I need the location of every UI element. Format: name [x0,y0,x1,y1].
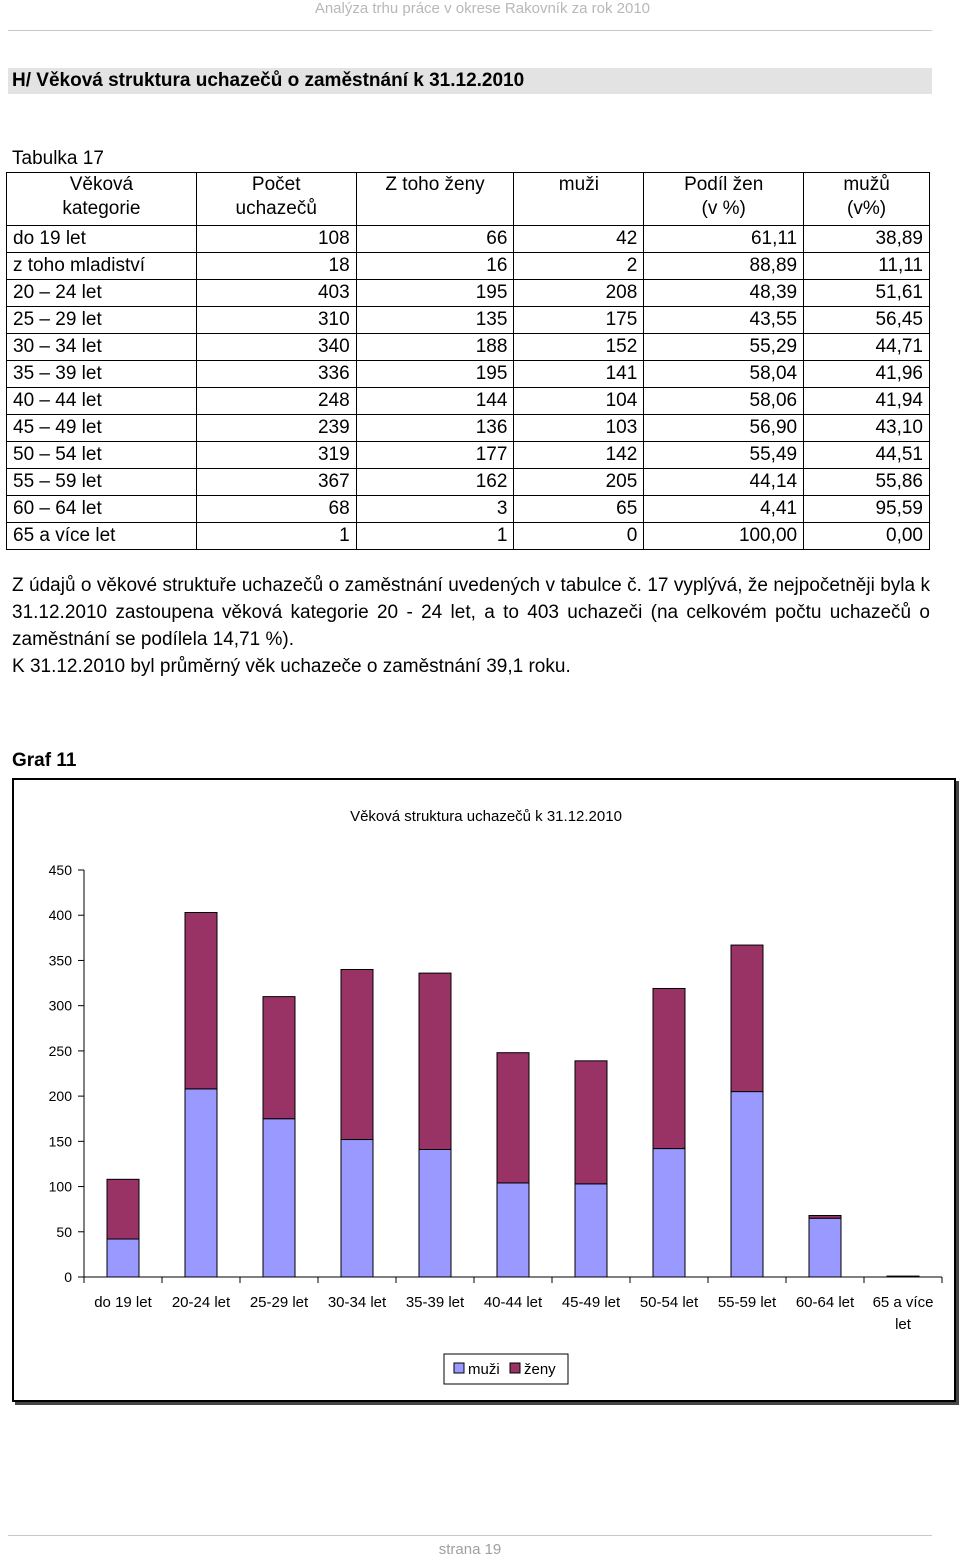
table-header-row [7,173,930,226]
row-value-cell: 310 [196,307,356,334]
analysis-paragraph [12,572,930,680]
bar-women [887,1276,919,1277]
row-value-cell: 367 [196,469,356,496]
y-tick-label: 350 [48,952,72,969]
table-row [7,469,930,496]
row-value-cell: 1 [356,523,514,550]
header-cell-men: muži [514,173,644,226]
header-cell-women-share: Podíl žen (v %) [644,173,804,226]
row-value-cell: 195 [356,361,514,388]
table-row [7,226,930,253]
row-value-cell: 177 [356,442,514,469]
x-category-label: 55-59 let [717,1294,777,1311]
row-value-cell: 135 [356,307,514,334]
row-value-cell: 103 [514,415,644,442]
y-tick-label: 100 [48,1178,72,1195]
row-value-cell: 340 [196,334,356,361]
bar-women [497,1053,529,1183]
y-tick-label: 450 [48,862,72,878]
row-value-cell: 44,14 [644,469,804,496]
row-label-cell: 25 – 29 let [7,307,197,334]
bar-men [575,1184,607,1277]
row-label-cell: 30 – 34 let [7,334,197,361]
row-value-cell: 44,51 [804,442,930,469]
row-value-cell: 55,86 [804,469,930,496]
row-value-cell: 48,39 [644,280,804,307]
bar-men [497,1183,529,1277]
row-value-cell: 95,59 [804,496,930,523]
bar-men [419,1149,451,1277]
row-value-cell: 208 [514,280,644,307]
x-category-label: 25-29 let [249,1294,309,1311]
page-number: strana 19 [438,1541,502,1558]
row-label-cell: 65 a více let [7,523,197,550]
row-value-cell: 61,11 [644,226,804,253]
row-value-cell: 108 [196,226,356,253]
bar-men [731,1092,763,1277]
table-row [7,496,930,523]
row-value-cell: 0 [514,523,644,550]
row-value-cell: 43,55 [644,307,804,334]
bar-women [653,988,685,1148]
graph-caption: Graf 11 [12,750,77,771]
row-value-cell: 41,94 [804,388,930,415]
bar-men [341,1140,373,1277]
bar-women [263,997,295,1119]
legend-swatch-men [454,1363,464,1373]
row-value-cell: 16 [356,253,514,280]
row-value-cell: 319 [196,442,356,469]
row-value-cell: 51,61 [804,280,930,307]
row-value-cell: 56,45 [804,307,930,334]
header-rule [8,30,932,31]
legend-label-men: muži [468,1361,500,1378]
table-row [7,388,930,415]
row-value-cell: 195 [356,280,514,307]
row-value-cell: 44,71 [804,334,930,361]
age-structure-table [6,172,930,550]
row-value-cell: 18 [196,253,356,280]
x-category-label: 40-44 let [483,1294,543,1311]
row-value-cell: 142 [514,442,644,469]
table-row [7,334,930,361]
bar-men [809,1218,841,1277]
row-label-cell: z toho mladiství [7,253,197,280]
row-value-cell: 104 [514,388,644,415]
bar-men [185,1089,217,1277]
header-cell-women: Z toho ženy [356,173,514,226]
y-tick-label: 400 [48,907,72,924]
section-title: H/ Věková struktura uchazečů o zaměstnání k 31.12.2010 [8,68,932,94]
row-label-cell: 50 – 54 let [7,442,197,469]
table-row [7,307,930,334]
chart-svg [14,780,954,1400]
row-value-cell: 1 [196,523,356,550]
row-value-cell: 205 [514,469,644,496]
table-row [7,280,930,307]
row-label-cell: 40 – 44 let [7,388,197,415]
row-value-cell: 43,10 [804,415,930,442]
row-value-cell: 41,96 [804,361,930,388]
x-category-label: 45-49 let [561,1294,621,1311]
row-value-cell: 55,49 [644,442,804,469]
row-value-cell: 0,00 [804,523,930,550]
header-cell-men-share: mužů (v%) [804,173,930,226]
row-value-cell: 58,04 [644,361,804,388]
row-value-cell: 2 [514,253,644,280]
y-tick-label: 200 [48,1088,72,1105]
x-category-label: do 19 let [94,1294,152,1311]
row-value-cell: 56,90 [644,415,804,442]
row-value-cell: 152 [514,334,644,361]
row-value-cell: 239 [196,415,356,442]
bar-men [653,1149,685,1277]
chart-title: Věková struktura uchazečů k 31.12.2010 [350,808,622,825]
bar-women [341,969,373,1139]
bar-women [185,913,217,1089]
table-row [7,361,930,388]
age-structure-chart [12,778,956,1402]
row-value-cell: 3 [356,496,514,523]
y-tick-label: 50 [56,1223,72,1240]
running-title: Analýza trhu práce v okrese Rakovník za rok 2010 [314,0,650,17]
x-category-label: 60-64 let [795,1294,855,1311]
row-label-cell: 55 – 59 let [7,469,197,496]
row-value-cell: 141 [514,361,644,388]
footer-rule [8,1535,932,1536]
table-row [7,415,930,442]
row-value-cell: 42 [514,226,644,253]
paragraph-text-1: Z údajů o věkové struktuře uchazečů o zaměstnání uvedených v tabulce č. 17 vyplývá, že nejpočetněji byla k 31.12.2010 zastoupena věková kategorie 20 - 24 let, a to 403 uchazeči (na celkovém počtu uchazečů o zaměstnání se podílela 14,71 %). [12,575,930,650]
row-value-cell: 403 [196,280,356,307]
row-label-cell: do 19 let [7,226,197,253]
bar-men [263,1119,295,1277]
row-value-cell: 11,11 [804,253,930,280]
row-label-cell: 35 – 39 let [7,361,197,388]
row-label-cell: 45 – 49 let [7,415,197,442]
row-value-cell: 4,41 [644,496,804,523]
bar-women [731,945,763,1092]
bar-women [809,1215,841,1218]
paragraph-text-2: K 31.12.2010 byl průměrný věk uchazeče o zaměstnání 39,1 roku. [12,656,571,677]
header-cell-category: Věková kategorie [7,173,197,226]
table-row [7,523,930,550]
row-value-cell: 66 [356,226,514,253]
row-value-cell: 100,00 [644,523,804,550]
row-value-cell: 248 [196,388,356,415]
row-value-cell: 58,06 [644,388,804,415]
row-value-cell: 188 [356,334,514,361]
y-tick-label: 300 [48,997,72,1014]
bar-men [107,1239,139,1277]
x-category-label: 35-39 let [405,1294,465,1311]
row-value-cell: 144 [356,388,514,415]
y-tick-label: 150 [48,1133,72,1150]
legend-swatch-women [510,1363,520,1373]
row-value-cell: 68 [196,496,356,523]
x-category-label: 50-54 let [639,1294,699,1311]
legend-label-women: ženy [524,1361,556,1378]
y-tick-label: 250 [48,1042,72,1059]
row-value-cell: 55,29 [644,334,804,361]
row-value-cell: 136 [356,415,514,442]
table-row [7,253,930,280]
row-value-cell: 162 [356,469,514,496]
bar-women [419,973,451,1149]
row-label-cell: 20 – 24 let [7,280,197,307]
x-category-label: 30-34 let [327,1294,387,1311]
row-value-cell: 88,89 [644,253,804,280]
header-cell-total: Počet uchazečů [196,173,356,226]
row-value-cell: 336 [196,361,356,388]
x-category-label: 20-24 let [171,1294,231,1311]
row-label-cell: 60 – 64 let [7,496,197,523]
x-category-label: let [895,1316,911,1333]
bar-women [107,1179,139,1239]
table-row [7,442,930,469]
row-value-cell: 175 [514,307,644,334]
x-category-label: 65 a více [872,1294,934,1311]
bar-women [575,1061,607,1184]
row-value-cell: 65 [514,496,644,523]
y-tick-label: 0 [64,1269,72,1285]
row-value-cell: 38,89 [804,226,930,253]
table-caption: Tabulka 17 [12,148,104,169]
